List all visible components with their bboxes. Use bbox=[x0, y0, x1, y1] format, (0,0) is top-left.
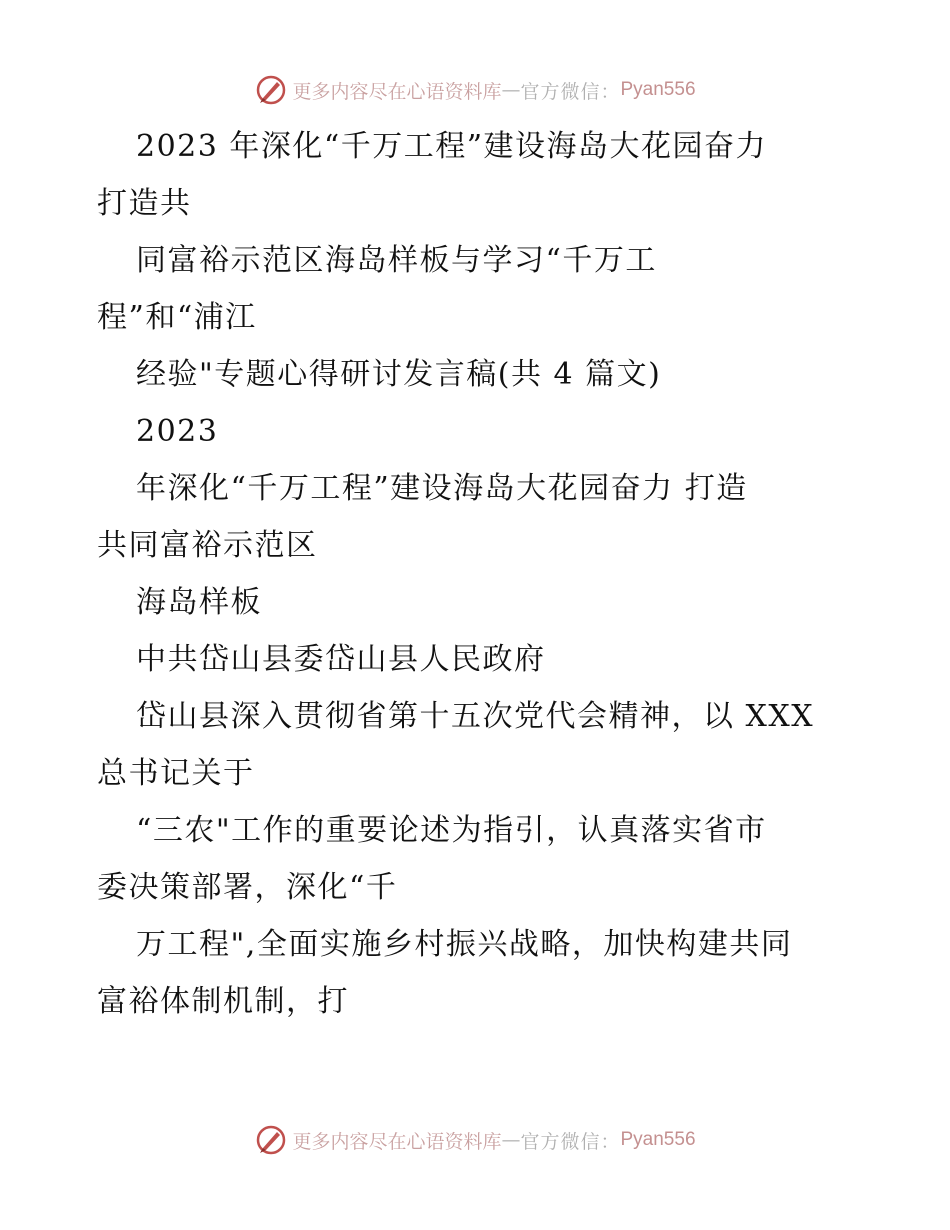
document-line: “三农"工作的重要论述为指引，认真落实省市 bbox=[136, 813, 767, 848]
watermark-dash: — bbox=[501, 79, 521, 101]
watermark-wechat-id: Pyan556 bbox=[620, 79, 696, 100]
document-line: 中共岱山县委岱山县人民政府 bbox=[136, 642, 546, 677]
document-line: 2023 bbox=[136, 414, 219, 449]
watermark-site-name: 更多内容尽在心语资料库 bbox=[292, 80, 502, 103]
document-line: 经验"专题心得研讨发言稿(共 4 篇文) bbox=[136, 357, 662, 392]
document-line: 打造共 bbox=[97, 186, 192, 221]
watermark-footer bbox=[0, 1120, 950, 1160]
watermark-site-name: 更多内容尽在心语资料库 bbox=[292, 1130, 502, 1153]
document-line: 海岛样板 bbox=[136, 585, 262, 620]
watermark-header bbox=[0, 70, 950, 110]
document-line: 总书记关于 bbox=[97, 756, 255, 791]
document-line: 委决策部署，深化“千 bbox=[97, 870, 398, 905]
document-line: 万工程",全面实施乡村振兴战略，加快构建共同 bbox=[136, 927, 793, 962]
document-line: 程”和“浦江 bbox=[97, 300, 257, 335]
document-line: 同富裕示范区海岛样板与学习“千万工 bbox=[136, 243, 657, 278]
document-line: 岱山县深入贯彻省第十五次党代会精神，以 XXX bbox=[136, 699, 815, 734]
document-body bbox=[97, 118, 857, 1030]
watermark-wechat-label: 官方微信： bbox=[520, 1130, 621, 1153]
watermark-dash: — bbox=[501, 1129, 521, 1151]
pen-logo-icon bbox=[254, 73, 288, 107]
document-line: 2023 年深化“千万工程”建设海岛大花园奋力 bbox=[136, 129, 768, 164]
document-line: 共同富裕示范区 bbox=[97, 528, 318, 563]
watermark-wechat-label: 官方微信： bbox=[520, 80, 621, 103]
document-line: 富裕体制机制，打 bbox=[97, 984, 349, 1019]
pen-logo-icon bbox=[254, 1123, 288, 1157]
document-line: 年深化“千万工程”建设海岛大花园奋力 打造 bbox=[136, 471, 748, 506]
watermark-wechat-id: Pyan556 bbox=[620, 1129, 696, 1150]
